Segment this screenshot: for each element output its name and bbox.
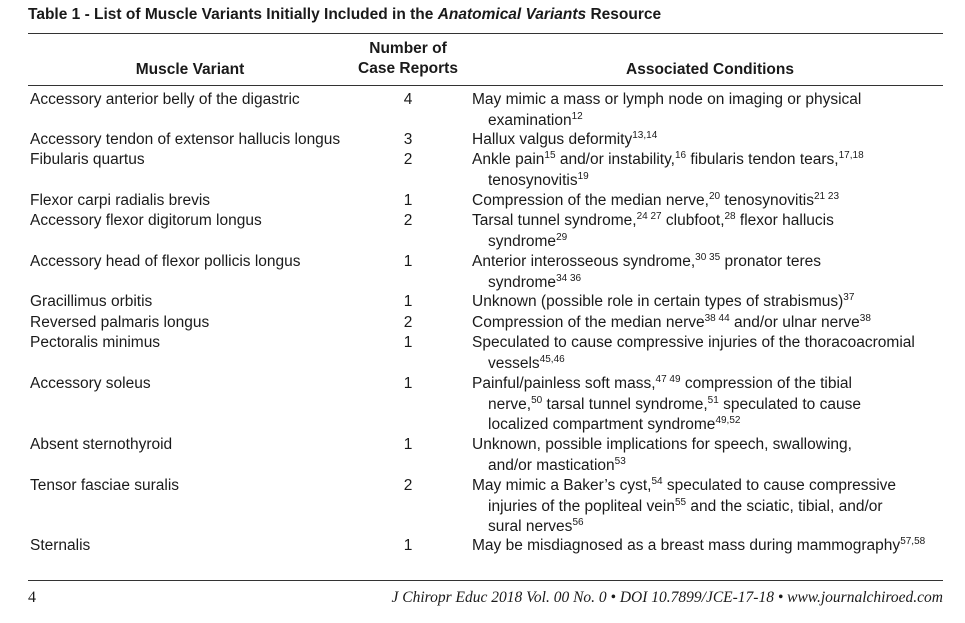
case-report-count-cell: 1 <box>403 253 413 270</box>
condition-text-line <box>472 476 947 497</box>
associated-conditions-cell <box>472 333 947 374</box>
case-report-count-cell: 2 <box>403 314 413 331</box>
header-number-of-case-reports <box>340 39 476 79</box>
condition-text-line <box>472 292 947 313</box>
condition-text: tarsal tunnel syndrome, <box>542 395 708 413</box>
case-report-count-cell: 3 <box>403 131 413 148</box>
reference-superscript: 49,52 <box>715 415 741 426</box>
condition-text: Compression of the median nerve, <box>472 192 709 209</box>
case-report-count-cell: 1 <box>403 537 413 554</box>
reference-superscript: 24 27 <box>636 211 662 222</box>
condition-text: speculated to cause compressive <box>662 477 897 494</box>
muscle-variant-cell: Sternalis <box>30 537 91 554</box>
muscle-variant-cell: Accessory anterior belly of the digastric <box>30 91 300 108</box>
condition-text-line <box>472 313 947 334</box>
condition-text: Speculated to cause compressive injuries of the thoracoacromial <box>472 334 915 351</box>
table-caption <box>28 6 661 24</box>
condition-text: May mimic a Baker’s cyst, <box>472 477 652 494</box>
condition-text: syndrome <box>488 232 557 250</box>
case-report-count-cell: 2 <box>403 151 413 168</box>
associated-conditions-cell <box>472 191 947 212</box>
condition-text: clubfoot, <box>661 212 725 229</box>
condition-text: Ankle pain <box>472 151 545 168</box>
muscle-variant-cell: Accessory soleus <box>30 375 151 392</box>
condition-text: and/or mastication <box>488 456 615 474</box>
reference-superscript: 34 36 <box>556 272 582 284</box>
reference-superscript: 55 <box>674 496 687 508</box>
condition-text: Compression of the median nerve <box>472 314 705 331</box>
table-top-rule <box>28 33 943 34</box>
condition-text: May be misdiagnosed as a breast mass during mammography <box>472 537 901 554</box>
condition-text-line <box>472 536 947 557</box>
condition-text: sural nerves <box>488 518 573 535</box>
muscle-variant-cell: Gracillimus orbitis <box>30 293 153 310</box>
condition-text: tenosynovitis <box>488 171 578 189</box>
associated-conditions-cell <box>472 150 947 191</box>
condition-text-line <box>472 90 947 111</box>
condition-text-line <box>472 415 947 436</box>
condition-text: Tarsal tunnel syndrome, <box>472 212 637 229</box>
reference-superscript: 38 44 <box>704 313 730 324</box>
reference-superscript: 13,14 <box>632 130 658 141</box>
condition-text: fibularis tendon tears, <box>686 151 839 168</box>
condition-text: injuries of the popliteal vein <box>488 497 675 515</box>
condition-text: Unknown, possible implications for speech, swallowing, <box>472 436 852 453</box>
footer-rule <box>28 580 943 581</box>
condition-text: pronator teres <box>720 253 821 270</box>
reference-superscript: 53 <box>614 455 626 467</box>
reference-superscript: 38 <box>859 313 871 324</box>
condition-text: localized compartment syndrome <box>488 416 716 433</box>
condition-text: Anterior interosseous syndrome, <box>472 253 696 270</box>
associated-conditions-cell <box>472 313 947 334</box>
reference-superscript: 30 35 <box>695 252 721 263</box>
associated-conditions-cell <box>472 252 947 293</box>
condition-text: flexor hallucis <box>735 212 834 229</box>
condition-text-line <box>472 517 947 538</box>
reference-superscript: 20 <box>708 191 721 202</box>
associated-conditions-cell <box>472 211 947 252</box>
reference-superscript: 16 <box>674 150 687 161</box>
page-number: 4 <box>28 589 36 606</box>
condition-text: and/or instability, <box>555 151 675 168</box>
header-associated-conditions: Associated Conditions <box>626 61 794 78</box>
caption-prefix: Table 1 - List of Muscle Variants Initially Included in the <box>28 6 438 23</box>
condition-text: Hallux valgus deformity <box>472 131 633 148</box>
condition-text: examination <box>488 111 572 129</box>
condition-text: speculated to cause <box>718 395 861 413</box>
condition-text: and the sciatic, tibial, and/or <box>686 497 883 515</box>
condition-text: nerve, <box>488 395 532 413</box>
condition-text-line <box>472 333 947 354</box>
condition-text-line <box>472 232 947 253</box>
muscle-variant-cell: Reversed palmaris longus <box>30 314 210 331</box>
associated-conditions-cell <box>472 536 947 557</box>
muscle-variant-cell: Flexor carpi radialis brevis <box>30 192 211 209</box>
reference-superscript: 57,58 <box>900 536 926 547</box>
condition-text-line <box>472 191 947 212</box>
condition-text-line <box>472 273 947 294</box>
associated-conditions-cell <box>472 130 947 151</box>
reference-superscript: 45,46 <box>539 353 565 365</box>
reference-superscript: 54 <box>651 476 663 487</box>
reference-superscript: 28 <box>724 211 736 222</box>
condition-text: syndrome <box>488 273 557 291</box>
case-report-count-cell: 1 <box>403 334 413 351</box>
condition-text-line <box>472 456 947 477</box>
reference-superscript: 21 23 <box>813 191 840 202</box>
associated-conditions-cell <box>472 292 947 313</box>
reference-superscript: 56 <box>572 517 584 528</box>
condition-text: Painful/painless soft mass, <box>472 375 656 392</box>
reference-superscript: 15 <box>544 150 556 161</box>
reference-superscript: 37 <box>843 292 855 303</box>
header-count-line2: Case Reports <box>358 60 458 77</box>
case-report-count-cell: 4 <box>403 91 413 108</box>
condition-text: May mimic a mass or lymph node on imaging or physical <box>472 91 862 108</box>
condition-text-line <box>472 435 947 456</box>
caption-suffix: Resource <box>586 6 662 23</box>
muscle-variant-cell: Fibularis quartus <box>30 151 145 168</box>
case-report-count-cell: 2 <box>403 477 413 494</box>
reference-superscript: 17,18 <box>838 150 864 161</box>
case-report-count-cell: 1 <box>403 293 413 310</box>
condition-text: Unknown (possible role in certain types of strabismus) <box>472 293 844 310</box>
associated-conditions-cell <box>472 90 947 131</box>
case-report-count-cell: 1 <box>403 375 413 392</box>
journal-citation: J Chiropr Educ 2018 Vol. 00 No. 0 • DOI 10.7899/JCE-17-18 • www.journalchiroed.com <box>391 589 943 606</box>
reference-superscript: 19 <box>577 170 589 182</box>
associated-conditions-cell <box>472 476 947 538</box>
condition-text-line <box>472 130 947 151</box>
reference-superscript: 29 <box>556 231 568 243</box>
muscle-variant-cell: Pectoralis minimus <box>30 334 161 351</box>
condition-text-line <box>472 150 947 171</box>
associated-conditions-cell <box>472 374 947 436</box>
condition-text-line <box>472 171 947 192</box>
muscle-variant-cell: Absent sternothyroid <box>30 436 173 453</box>
condition-text: and/or ulnar nerve <box>729 314 860 331</box>
reference-superscript: 12 <box>571 110 583 122</box>
condition-text-line <box>472 252 947 273</box>
case-report-count-cell: 2 <box>403 212 413 229</box>
muscle-variant-cell: Accessory tendon of extensor hallucis longus <box>30 131 341 148</box>
case-report-count-cell: 1 <box>403 192 413 209</box>
reference-superscript: 47 49 <box>655 374 681 385</box>
condition-text-line <box>472 497 947 518</box>
condition-text-line <box>472 354 947 375</box>
condition-text-line <box>472 395 947 416</box>
condition-text: tenosynovitis <box>720 192 814 209</box>
header-muscle-variant: Muscle Variant <box>135 61 245 78</box>
condition-text-line <box>472 111 947 132</box>
case-report-count-cell: 1 <box>403 436 413 453</box>
muscle-variant-cell: Tensor fasciae suralis <box>30 477 180 494</box>
condition-text-line <box>472 211 947 232</box>
muscle-variant-cell: Accessory head of flexor pollicis longus <box>30 253 301 270</box>
header-count-line1: Number of <box>369 40 447 57</box>
muscle-variant-cell: Accessory flexor digitorum longus <box>30 212 262 229</box>
condition-text: vessels <box>488 354 540 372</box>
condition-text: compression of the tibial <box>680 375 852 392</box>
table-header-rule <box>28 85 943 86</box>
caption-italic: Anatomical Variants <box>437 6 587 23</box>
condition-text-line <box>472 374 947 395</box>
reference-superscript: 51 <box>707 394 719 406</box>
reference-superscript: 50 <box>531 394 543 406</box>
associated-conditions-cell <box>472 435 947 476</box>
